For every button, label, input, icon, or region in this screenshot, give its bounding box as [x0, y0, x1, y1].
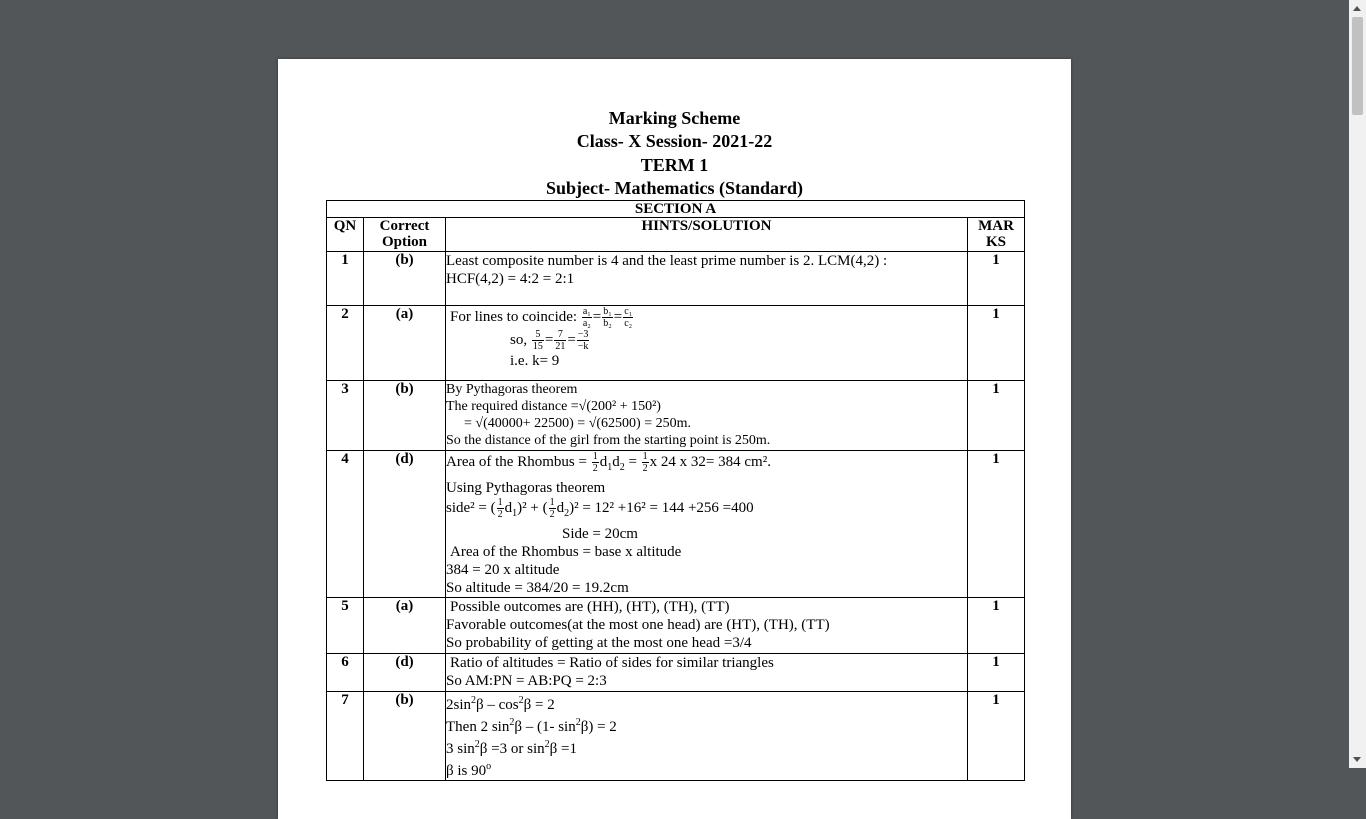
numerator: 1: [549, 497, 555, 509]
solution-text: β – cos: [476, 697, 519, 713]
fraction-half: [549, 497, 556, 520]
title-marking-scheme: Marking Scheme: [608, 108, 741, 128]
solution-cell: [446, 306, 968, 381]
header-solution: HINTS/SOLUTION: [446, 218, 968, 252]
question-number: 1: [327, 252, 364, 306]
solution-line: Ratio of altitudes = Ratio of sides for similar triangles: [450, 655, 774, 671]
equals-sign: =: [628, 454, 637, 470]
solution-line: The required distance =√(200² + 150²): [446, 399, 661, 414]
section-row: [327, 201, 1025, 218]
solution-line: [446, 497, 967, 525]
solution-text: β =3 or sin: [479, 741, 545, 757]
vertical-scrollbar[interactable]: [1349, 0, 1366, 768]
solution-line: 384 = 20 x altitude: [446, 562, 560, 578]
table-row: [327, 381, 1025, 451]
numerator: a₁: [582, 306, 591, 318]
numerator: c₁: [624, 306, 633, 318]
header-marks-line-2: KS: [986, 234, 1007, 250]
header-option-line-2: Option: [381, 234, 427, 250]
arrow-up-icon: [1353, 6, 1361, 11]
header-qn: QN: [327, 218, 364, 252]
fraction: [554, 329, 566, 352]
solution-text: side² = (: [446, 500, 496, 516]
fraction: [582, 306, 592, 329]
question-number: 3: [327, 381, 364, 451]
subscript: 1: [512, 508, 518, 519]
numerator: 1: [642, 451, 648, 463]
table-row: [327, 451, 1025, 598]
header-row: [327, 218, 1025, 252]
question-number: 2: [327, 306, 364, 381]
solution-line: = √(40000+ 22500) = √(62500) = 250m.: [464, 416, 691, 431]
numerator: b₁: [603, 306, 612, 318]
fraction-half: [642, 451, 649, 474]
solution-text: β =1: [549, 741, 577, 757]
title-class-session: Class- X Session- 2021-22: [576, 131, 773, 151]
solution-line: [446, 736, 967, 758]
solution-cell: [446, 692, 968, 781]
header-correct-option: [364, 218, 446, 252]
numerator: 1: [497, 497, 503, 509]
solution-line: Possible outcomes are (HH), (HT), (TH), (TT): [450, 599, 730, 615]
equals-sign: =: [613, 309, 623, 325]
math-var: d: [599, 454, 608, 470]
solution-line: Favorable outcomes(at the most one head) are (HT), (TH), (TT): [446, 617, 830, 633]
solution-text: )² = 12² +16² = 144 +256 =400: [569, 500, 754, 516]
denominator: 2: [592, 463, 598, 475]
marks: 1: [968, 306, 1025, 381]
subscript: 1: [607, 462, 613, 473]
fraction: [602, 306, 613, 329]
math-var: d: [504, 500, 513, 516]
superscript: 2: [518, 695, 524, 706]
table-row: [327, 306, 1025, 381]
denominator: 2: [549, 509, 555, 521]
numerator: −3: [577, 329, 589, 341]
scroll-up-button[interactable]: [1349, 0, 1366, 17]
equals-sign: =: [567, 332, 576, 349]
correct-option: (d): [364, 654, 446, 692]
correct-option: (b): [364, 381, 446, 451]
math-var: d: [612, 454, 620, 470]
solution-line: Least composite number is 4 and the least prime number is 2. LCM(4,2) :: [446, 253, 888, 269]
correct-option: (b): [364, 252, 446, 306]
solution-line: [446, 714, 967, 736]
solution-text: 3 sin: [446, 741, 475, 757]
section-label: SECTION A: [327, 201, 1025, 218]
solution-line: [446, 758, 967, 780]
solution-text: )² + (: [517, 500, 548, 516]
scroll-down-button[interactable]: [1349, 751, 1366, 768]
fraction-half: [497, 497, 504, 520]
question-number: 4: [327, 451, 364, 598]
solution-cell: [446, 451, 968, 598]
solution-text: 2sin: [446, 697, 472, 713]
question-number: 5: [327, 598, 364, 654]
header-marks-line-1: MAR: [978, 218, 1014, 234]
solution-line: So probability of getting at the most one head =3/4: [446, 635, 752, 651]
solution-cell: [446, 598, 968, 654]
fraction: [623, 306, 633, 329]
solution-line: Using Pythagoras theorem: [446, 480, 606, 496]
fraction: [577, 329, 590, 352]
math-var: d: [556, 500, 565, 516]
solution-line: So altitude = 384/20 = 19.2cm: [446, 580, 629, 596]
marks: 1: [968, 381, 1025, 451]
fraction: [532, 329, 544, 352]
subscript: 2: [619, 462, 625, 473]
question-number: 7: [327, 692, 364, 781]
solution-line: [446, 451, 967, 479]
scrollbar-thumb[interactable]: [1352, 17, 1363, 115]
solution-text: so,: [510, 332, 528, 349]
superscript: 2: [544, 739, 550, 750]
solution-line: [446, 306, 967, 329]
superscript: 2: [575, 717, 581, 728]
title-term: TERM 1: [640, 155, 709, 175]
numerator: 7: [554, 329, 566, 341]
correct-option: (a): [364, 598, 446, 654]
superscript: 2: [471, 695, 477, 706]
superscript: o: [486, 761, 492, 772]
solution-line: HCF(4,2) = 4:2 = 2:1: [446, 271, 575, 287]
solution-line: So the distance of the girl from the starting point is 250m.: [446, 433, 771, 448]
table-row: [327, 692, 1025, 781]
equals-sign: =: [544, 332, 554, 349]
question-number: 6: [327, 654, 364, 692]
solution-line: So AM:PN = AB:PQ = 2:3: [446, 673, 607, 689]
numerator: 1: [592, 451, 598, 463]
solution-line: [446, 329, 967, 352]
solution-cell: [446, 381, 968, 451]
table-row: [327, 252, 1025, 306]
superscript: 2: [509, 717, 515, 728]
solution-text: β) = 2: [580, 719, 617, 735]
equals-sign: =: [592, 309, 602, 325]
solution-line: [446, 692, 967, 714]
solution-text: β – (1- sin: [514, 719, 576, 735]
solution-text: β = 2: [523, 697, 555, 713]
marks: 1: [968, 252, 1025, 306]
header-marks: [968, 218, 1025, 252]
numerator: 5: [532, 329, 544, 341]
solution-line: i.e. k= 9: [510, 353, 560, 370]
solution-line: Area of the Rhombus = base x altitude: [450, 544, 682, 560]
superscript: 2: [474, 739, 480, 750]
solution-text: x 24 x 32= 384 cm².: [649, 454, 771, 470]
fraction-half: [592, 451, 599, 474]
table-row: [327, 598, 1025, 654]
denominator: 2: [642, 463, 648, 475]
denominator: 2: [497, 509, 503, 521]
title-subject: Subject- Mathematics (Standard): [546, 178, 803, 198]
correct-option: (a): [364, 306, 446, 381]
marks: 1: [968, 692, 1025, 781]
denominator: 21: [555, 341, 566, 353]
solution-line: Side = 20cm: [562, 526, 638, 542]
document-page: [278, 59, 1071, 819]
denominator: −k: [577, 341, 589, 353]
correct-option: (d): [364, 451, 446, 598]
denominator: a₂: [582, 318, 591, 330]
header-option-line-1: Correct: [379, 218, 430, 234]
marks: 1: [968, 451, 1025, 598]
solution-cell: [446, 252, 968, 306]
solution-line: By Pythagoras theorem: [446, 382, 578, 397]
marks: 1: [968, 654, 1025, 692]
denominator: c₂: [624, 318, 633, 330]
table-row: [327, 654, 1025, 692]
solution-text: Area of the Rhombus =: [446, 454, 587, 470]
denominator: 15: [532, 341, 543, 353]
marks: 1: [968, 598, 1025, 654]
subscript: 2: [564, 508, 570, 519]
solution-text: For lines to coincide:: [450, 309, 578, 325]
denominator: b₂: [603, 318, 612, 330]
solution-text: Then 2 sin: [446, 719, 510, 735]
solution-cell: [446, 654, 968, 692]
arrow-down-icon: [1353, 757, 1361, 762]
marking-scheme-table: [326, 200, 1025, 781]
solution-text: β is 90: [446, 763, 487, 779]
correct-option: (b): [364, 692, 446, 781]
